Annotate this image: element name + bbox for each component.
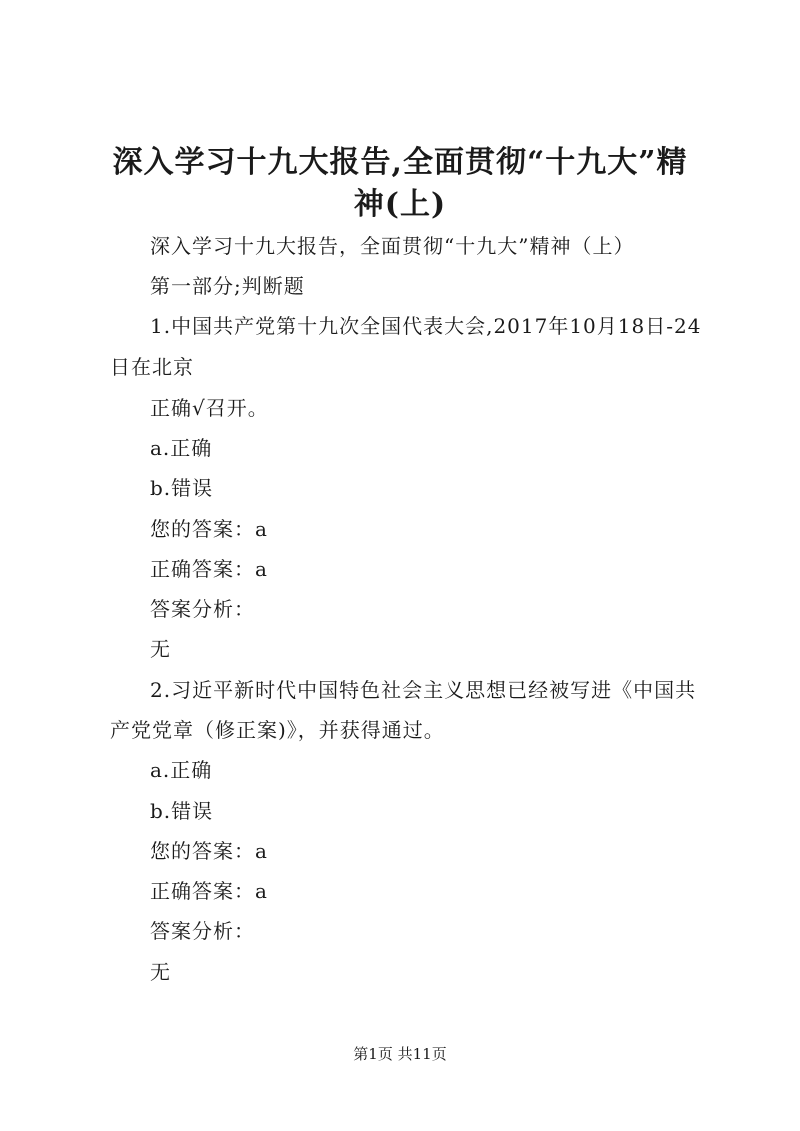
q2-correct-answer: 正确答案：a <box>150 879 268 903</box>
q1-question-line3: 正确√召开。 <box>150 396 269 420</box>
q2-analysis-value: 无 <box>150 960 171 984</box>
q2-option-b: b.错误 <box>150 799 214 823</box>
page-footer: 第1页 共11页 <box>353 1045 447 1063</box>
q1-your-answer: 您的答案：a <box>150 517 268 541</box>
q1-analysis-label: 答案分析： <box>150 597 255 621</box>
q1-correct-answer: 正确答案：a <box>150 557 268 581</box>
q2-your-answer: 您的答案：a <box>150 839 268 863</box>
section-heading: 第一部分;判断题 <box>150 274 305 298</box>
document-title: 深入学习十九大报告,全面贯彻“十九大”精神(上) <box>112 145 688 222</box>
document-subtitle: 深入学习十九大报告，全面贯彻“十九大”精神（上） <box>150 234 635 258</box>
q2-option-a: a.正确 <box>150 758 213 782</box>
q1-question-line2: 日在北京 <box>110 355 194 379</box>
q1-option-a: a.正确 <box>150 436 213 460</box>
q1-option-b: b.错误 <box>150 476 214 500</box>
q1-analysis-value: 无 <box>150 637 171 661</box>
q2-question-line1: 2.习近平新时代中国特色社会主义思想已经被写进《中国共 <box>150 678 697 702</box>
q2-question-line2: 产党党章（修正案)》，并获得通过。 <box>110 718 445 742</box>
q1-question-line1: 1.中国共产党第十九次全国代表大会,2017年10月18日-24 <box>150 314 702 338</box>
q2-analysis-label: 答案分析： <box>150 919 255 943</box>
